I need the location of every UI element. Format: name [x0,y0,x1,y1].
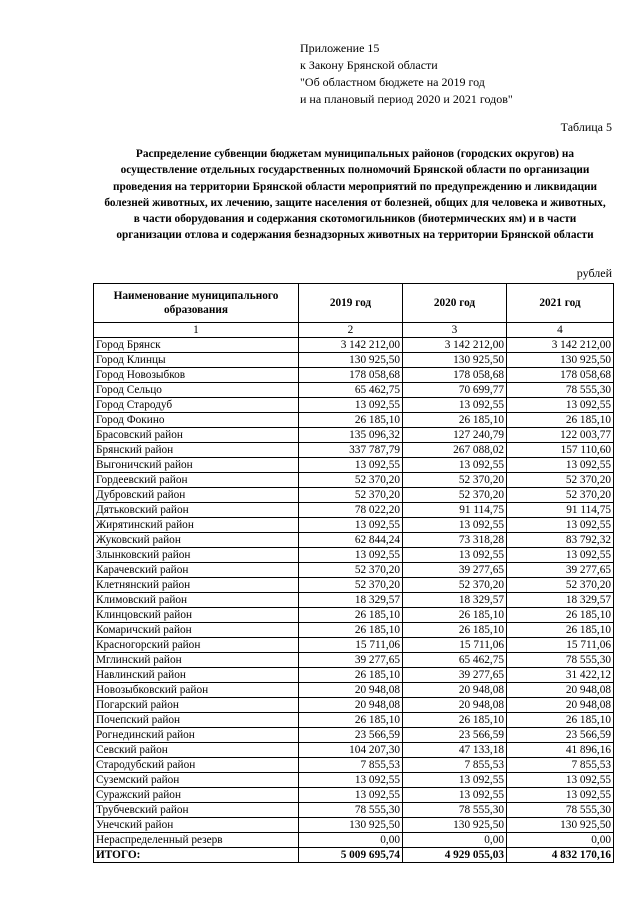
value-2020: 178 058,68 [403,368,507,383]
municipality-name: Севский район [94,743,299,758]
value-2019: 52 370,20 [299,578,403,593]
municipality-name: Выгоничский район [94,458,299,473]
value-2019: 26 185,10 [299,608,403,623]
value-2020: 73 318,28 [403,533,507,548]
value-2021: 78 555,30 [507,653,614,668]
header-municipality: Наименование муниципального образования [94,284,299,323]
value-2020: 15 711,06 [403,638,507,653]
appendix-header [300,40,513,108]
value-2020: 26 185,10 [403,413,507,428]
value-2021: 7 855,53 [507,758,614,773]
table-row [94,398,614,413]
value-2021: 31 422,12 [507,668,614,683]
value-2020: 130 925,50 [403,818,507,833]
municipality-name: Унечский район [94,818,299,833]
value-2019: 13 092,55 [299,518,403,533]
document-title: Распределение субвенции бюджетам муниципальных районов (городских округов) на осуществление отдельных государственных полномочий Брянской области по организации проведения на территории Брянской области мероприятий по предупреждению и ликвидации болезней животных, их лечению, защите населения от болезней, общих для человека и животных, в части оборудования и содержания скотомогильников (биотермических ям) и в части организации отлова и содержания безнадзорных животных на территории Брянской области [104,148,606,242]
value-2021: 18 329,57 [507,593,614,608]
value-2020: 91 114,75 [403,503,507,518]
appendix-line-2: к Закону Брянской области [300,58,438,72]
value-2019: 3 142 212,00 [299,338,403,353]
value-2019: 39 277,65 [299,653,403,668]
value-2021: 122 003,77 [507,428,614,443]
value-2020: 26 185,10 [403,713,507,728]
municipality-name: Новозыбковский район [94,683,299,698]
value-2020: 52 370,20 [403,578,507,593]
value-2021: 3 142 212,00 [507,338,614,353]
table-row [94,698,614,713]
table-row [94,623,614,638]
value-2019: 26 185,10 [299,713,403,728]
value-2019: 62 844,24 [299,533,403,548]
value-2021: 130 925,50 [507,353,614,368]
value-2019: 13 092,55 [299,773,403,788]
municipality-name: Город Стародуб [94,398,299,413]
value-2019: 78 022,20 [299,503,403,518]
value-2019: 130 925,50 [299,818,403,833]
value-2020: 13 092,55 [403,788,507,803]
value-2020: 7 855,53 [403,758,507,773]
value-2019: 178 058,68 [299,368,403,383]
value-2021: 20 948,08 [507,683,614,698]
total-2021: 4 832 170,16 [507,848,614,863]
value-2019: 0,00 [299,833,403,848]
column-number: 3 [403,323,507,338]
total-label: ИТОГО: [94,848,299,863]
municipality-name: Злынковский район [94,548,299,563]
value-2020: 13 092,55 [403,398,507,413]
municipality-name: Почепский район [94,713,299,728]
value-2020: 39 277,65 [403,668,507,683]
table-row [94,773,614,788]
table-row [94,443,614,458]
table-row [94,503,614,518]
table-row [94,383,614,398]
table-row [94,818,614,833]
value-2021: 26 185,10 [507,413,614,428]
value-2019: 52 370,20 [299,563,403,578]
municipality-name: Брасовский район [94,428,299,443]
municipality-name: Нераспределенный резерв [94,833,299,848]
table-row [94,563,614,578]
value-2020: 0,00 [403,833,507,848]
table-row [94,758,614,773]
municipality-name: Комаричский район [94,623,299,638]
value-2021: 91 114,75 [507,503,614,518]
value-2019: 18 329,57 [299,593,403,608]
municipality-name: Клетнянский район [94,578,299,593]
value-2020: 13 092,55 [403,548,507,563]
value-2021: 13 092,55 [507,398,614,413]
municipality-name: Трубчевский район [94,803,299,818]
value-2021: 52 370,20 [507,578,614,593]
value-2019: 130 925,50 [299,353,403,368]
header-2020: 2020 год [403,284,507,323]
value-2020: 26 185,10 [403,623,507,638]
table-row [94,353,614,368]
municipality-name: Гордеевский район [94,473,299,488]
value-2020: 13 092,55 [403,458,507,473]
municipality-name: Город Новозыбков [94,368,299,383]
value-2019: 26 185,10 [299,623,403,638]
value-2020: 3 142 212,00 [403,338,507,353]
column-number: 2 [299,323,403,338]
value-2021: 13 092,55 [507,458,614,473]
municipality-name: Мглинский район [94,653,299,668]
table-row [94,683,614,698]
municipality-name: Дятьковский район [94,503,299,518]
value-2019: 337 787,79 [299,443,403,458]
municipality-name: Карачевский район [94,563,299,578]
municipality-name: Город Брянск [94,338,299,353]
value-2020: 18 329,57 [403,593,507,608]
value-2021: 83 792,32 [507,533,614,548]
value-2021: 0,00 [507,833,614,848]
value-2021: 41 896,16 [507,743,614,758]
table-row [94,413,614,428]
municipality-name: Суражский район [94,788,299,803]
value-2021: 13 092,55 [507,788,614,803]
header-2021: 2021 год [507,284,614,323]
appendix-line-1: Приложение 15 [300,41,380,55]
table-row [94,338,614,353]
municipality-name: Брянский район [94,443,299,458]
value-2021: 26 185,10 [507,608,614,623]
table-row [94,668,614,683]
value-2020: 70 699,77 [403,383,507,398]
table-row [94,728,614,743]
subsidy-table [93,283,614,863]
table-body [94,338,614,848]
value-2020: 47 133,18 [403,743,507,758]
value-2019: 78 555,30 [299,803,403,818]
value-2021: 13 092,55 [507,773,614,788]
value-2019: 13 092,55 [299,398,403,413]
table-row [94,548,614,563]
value-2020: 20 948,08 [403,683,507,698]
value-2020: 52 370,20 [403,488,507,503]
table-number: Таблица 5 [560,120,612,134]
total-2019: 5 009 695,74 [299,848,403,863]
header-2019: 2019 год [299,284,403,323]
municipality-name: Красногорский район [94,638,299,653]
table-row [94,638,614,653]
value-2021: 52 370,20 [507,473,614,488]
value-2021: 26 185,10 [507,623,614,638]
appendix-line-4: и на плановый период 2020 и 2021 годов" [300,92,513,106]
value-2019: 26 185,10 [299,413,403,428]
value-2020: 13 092,55 [403,773,507,788]
column-number-row [94,323,614,338]
value-2019: 20 948,08 [299,698,403,713]
table-row [94,593,614,608]
value-2019: 52 370,20 [299,488,403,503]
table-row [94,608,614,623]
municipality-name: Дубровский район [94,488,299,503]
table-row [94,653,614,668]
table-row [94,788,614,803]
value-2021: 20 948,08 [507,698,614,713]
value-2019: 23 566,59 [299,728,403,743]
value-2020: 267 088,02 [403,443,507,458]
municipality-name: Стародубский район [94,758,299,773]
municipality-name: Суземский район [94,773,299,788]
value-2020: 23 566,59 [403,728,507,743]
value-2021: 26 185,10 [507,713,614,728]
table-row [94,473,614,488]
value-2020: 130 925,50 [403,353,507,368]
municipality-name: Жирятинский район [94,518,299,533]
value-2019: 104 207,30 [299,743,403,758]
table-row [94,803,614,818]
value-2020: 26 185,10 [403,608,507,623]
value-2021: 15 711,06 [507,638,614,653]
table-row [94,518,614,533]
value-2021: 52 370,20 [507,488,614,503]
value-2019: 7 855,53 [299,758,403,773]
table-row [94,488,614,503]
table-row [94,533,614,548]
value-2019: 52 370,20 [299,473,403,488]
value-2020: 52 370,20 [403,473,507,488]
value-2020: 127 240,79 [403,428,507,443]
municipality-name: Клинцовский район [94,608,299,623]
table-row [94,713,614,728]
total-2020: 4 929 055,03 [403,848,507,863]
column-number: 4 [507,323,614,338]
value-2020: 13 092,55 [403,518,507,533]
value-2019: 135 096,32 [299,428,403,443]
municipality-name: Навлинский район [94,668,299,683]
value-2020: 39 277,65 [403,563,507,578]
value-2019: 13 092,55 [299,788,403,803]
value-2021: 157 110,60 [507,443,614,458]
value-2019: 13 092,55 [299,458,403,473]
value-2021: 78 555,30 [507,803,614,818]
municipality-name: Рогнединский район [94,728,299,743]
municipality-name: Город Сельцо [94,383,299,398]
value-2019: 26 185,10 [299,668,403,683]
value-2019: 15 711,06 [299,638,403,653]
table-row [94,368,614,383]
total-row [94,848,614,863]
municipality-name: Жуковский район [94,533,299,548]
value-2020: 65 462,75 [403,653,507,668]
municipality-name: Погарский район [94,698,299,713]
header-row [94,284,614,323]
column-number: 1 [94,323,299,338]
municipality-name: Город Фокино [94,413,299,428]
value-2020: 78 555,30 [403,803,507,818]
municipality-name: Климовский район [94,593,299,608]
table-row [94,743,614,758]
table-row [94,833,614,848]
municipality-name: Город Клинцы [94,353,299,368]
value-2021: 13 092,55 [507,518,614,533]
table-row [94,428,614,443]
table-row [94,458,614,473]
value-2021: 78 555,30 [507,383,614,398]
value-2021: 39 277,65 [507,563,614,578]
value-2019: 65 462,75 [299,383,403,398]
value-2021: 130 925,50 [507,818,614,833]
value-2020: 20 948,08 [403,698,507,713]
appendix-line-3: "Об областном бюджете на 2019 год [300,75,485,89]
value-2019: 20 948,08 [299,683,403,698]
table-row [94,578,614,593]
units-label: рублей [576,266,612,280]
value-2021: 178 058,68 [507,368,614,383]
value-2021: 13 092,55 [507,548,614,563]
value-2021: 23 566,59 [507,728,614,743]
value-2019: 13 092,55 [299,548,403,563]
